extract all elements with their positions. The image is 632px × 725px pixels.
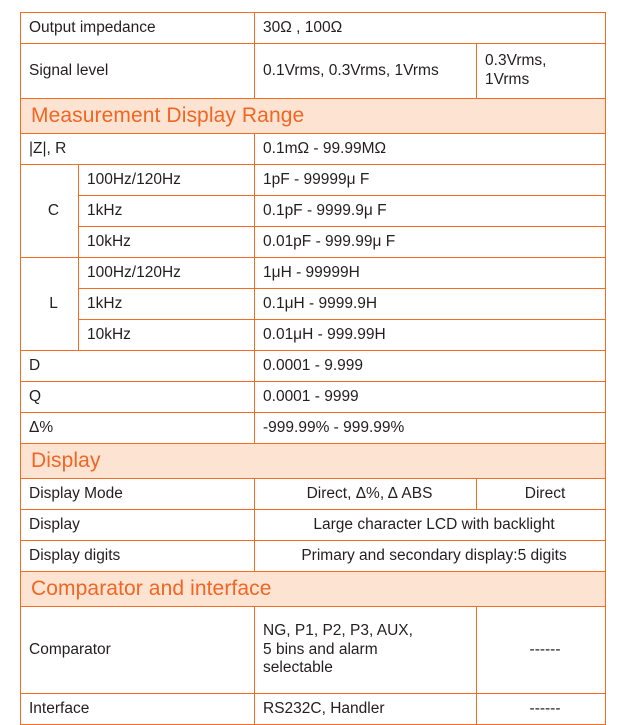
- table-row-delta-percent: [21, 413, 606, 444]
- section-header-comparator: [21, 572, 606, 607]
- row-freq-l-10khz: 10kHz: [79, 320, 255, 351]
- row-label-output-impedance: Output impedance: [21, 13, 255, 44]
- row-extra-signal-level: [477, 44, 606, 99]
- row-freq-c-1khz: 1kHz: [79, 196, 255, 227]
- row-value-d: 0.0001 - 9.999: [255, 351, 606, 382]
- table-row-d: [21, 351, 606, 382]
- table-row-signal-level: [21, 44, 606, 99]
- row-value-comparator: [255, 607, 477, 694]
- row-value-display-mode: Direct, Δ%, Δ ABS: [255, 479, 477, 510]
- table-row-interface: [21, 694, 606, 725]
- comparator-value-line-3: selectable: [263, 659, 333, 677]
- row-label-display-digits: Display digits: [21, 541, 255, 572]
- row-value-display: Large character LCD with backlight: [255, 510, 606, 541]
- table-row-comparator: [21, 607, 606, 694]
- row-label-display-mode: Display Mode: [21, 479, 255, 510]
- row-label-comparator: Comparator: [21, 607, 255, 694]
- row-range-c-100hz: 1pF - 99999μ F: [255, 165, 606, 196]
- row-label-q: Q: [21, 382, 255, 413]
- row-range-c-10khz: 0.01pF - 999.99μ F: [255, 227, 606, 258]
- table-row-c-100hz: [21, 165, 606, 196]
- row-freq-l-1khz: 1kHz: [79, 289, 255, 320]
- comparator-value-line-2: 5 bins and alarm: [263, 640, 378, 658]
- signal-level-extra-line-1: 0.3Vrms,: [485, 52, 547, 70]
- section-title-comparator: Comparator and interface: [21, 572, 606, 607]
- row-label-delta-percent: Δ%: [21, 413, 255, 444]
- table-row-output-impedance: [21, 13, 606, 44]
- row-value-q: 0.0001 - 9999: [255, 382, 606, 413]
- row-range-c-1khz: 0.1pF - 9999.9μ F: [255, 196, 606, 227]
- row-value-impedance: 0.1mΩ - 99.99MΩ: [255, 134, 606, 165]
- row-value-output-impedance: 30Ω , 100Ω: [255, 13, 606, 44]
- table-row-c-1khz: [21, 196, 606, 227]
- row-extra-comparator: ------: [477, 607, 606, 694]
- row-value-signal-level: 0.1Vrms, 0.3Vrms, 1Vrms: [255, 44, 477, 99]
- row-label-display: Display: [21, 510, 255, 541]
- table-row-display: [21, 510, 606, 541]
- table-row-l-10khz: [21, 320, 606, 351]
- row-extra-display-mode: Direct: [477, 479, 606, 510]
- row-value-interface: RS232C, Handler: [255, 694, 477, 725]
- section-title-measurement: Measurement Display Range: [21, 99, 606, 134]
- row-label-signal-level: Signal level: [21, 44, 255, 99]
- row-group-label-l: L: [21, 258, 79, 351]
- row-freq-c-100hz: 100Hz/120Hz: [79, 165, 255, 196]
- row-freq-c-10khz: 10kHz: [79, 227, 255, 258]
- row-group-label-c: C: [21, 165, 79, 258]
- row-label-impedance: |Z|, R: [21, 134, 255, 165]
- row-range-l-10khz: 0.01μH - 999.99H: [255, 320, 606, 351]
- section-header-measurement: [21, 99, 606, 134]
- row-label-interface: Interface: [21, 694, 255, 725]
- section-header-display: [21, 444, 606, 479]
- specification-table: [20, 12, 606, 725]
- table-row-q: [21, 382, 606, 413]
- table-row-impedance: [21, 134, 606, 165]
- row-value-display-digits: Primary and secondary display:5 digits: [255, 541, 606, 572]
- row-value-delta-percent: -999.99% - 999.99%: [255, 413, 606, 444]
- section-title-display: Display: [21, 444, 606, 479]
- comparator-value-line-1: NG, P1, P2, P3, AUX,: [263, 621, 413, 639]
- table-row-c-10khz: [21, 227, 606, 258]
- row-label-d: D: [21, 351, 255, 382]
- row-freq-l-100hz: 100Hz/120Hz: [79, 258, 255, 289]
- table-row-display-mode: [21, 479, 606, 510]
- table-row-l-100hz: [21, 258, 606, 289]
- table-row-l-1khz: [21, 289, 606, 320]
- row-range-l-1khz: 0.1μH - 9999.9H: [255, 289, 606, 320]
- table-row-display-digits: [21, 541, 606, 572]
- row-range-l-100hz: 1μH - 99999H: [255, 258, 606, 289]
- row-extra-interface: ------: [477, 694, 606, 725]
- signal-level-extra-line-2: 1Vrms: [485, 71, 530, 88]
